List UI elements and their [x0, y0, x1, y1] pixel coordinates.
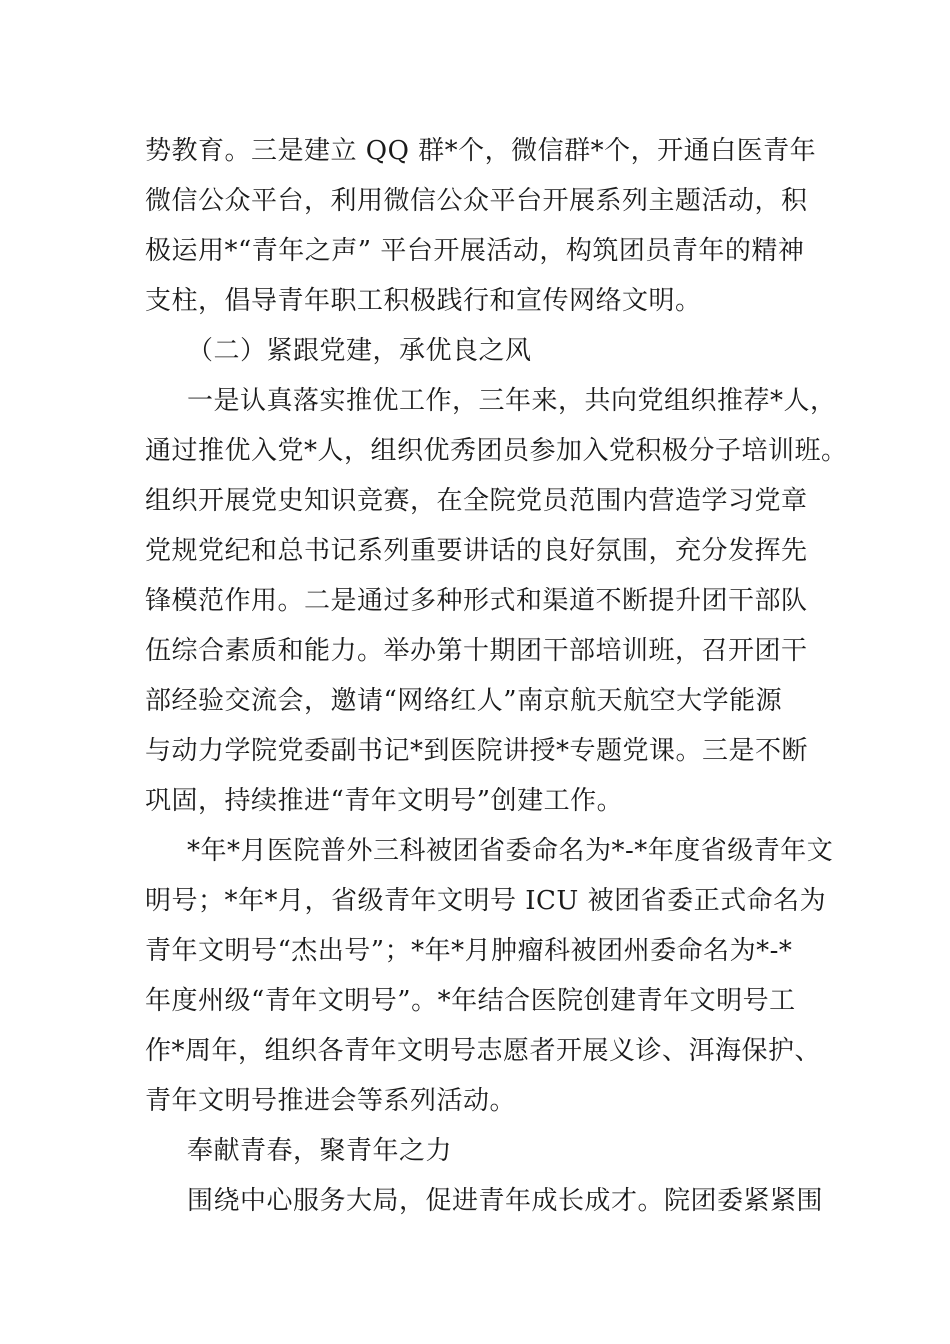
text-line: 支柱，倡导青年职工积极践行和宣传网络文明。 [145, 286, 702, 316]
text-line: 微信公众平台，利用微信公众平台开展系列主题活动，积 [145, 186, 808, 216]
text-line: 部经验交流会，邀请“网络红人”南京航天航空大学能源 [145, 686, 783, 716]
text-line: 伍综合素质和能力。举办第十期团干部培训班，召开团干 [145, 636, 808, 666]
text-line: 围绕中心服务大局，促进青年成长成才。院团委紧紧围 [187, 1186, 824, 1216]
text-line: 党规党纪和总书记系列重要讲话的良好氛围，充分发挥先 [145, 536, 808, 566]
text-line: 巩固，持续推进“青年文明号”创建工作。 [145, 786, 624, 816]
text-line: 与动力学院党委副书记*到医院讲授*专题党课。三是不断 [145, 736, 809, 766]
text-line: 势教育。三是建立 QQ 群*个，微信群*个，开通白医青年 [145, 136, 817, 166]
text-line: 明号；*年*月，省级青年文明号 ICU 被团省委正式命名为 [145, 886, 827, 916]
text-line: 锋模范作用。二是通过多种形式和渠道不断提升团干部队 [145, 586, 808, 616]
section-heading: （二）紧跟党建，承优良之风 [187, 336, 532, 366]
text-line: 年度州级“青年文明号”。*年结合医院创建青年文明号工 [145, 986, 796, 1016]
text-line: 青年文明号推进会等系列活动。 [145, 1086, 517, 1116]
text-line: 组织开展党史知识竞赛，在全院党员范围内营造学习党章 [145, 486, 808, 516]
text-line: 通过推优入党*人，组织优秀团员参加入党积极分子培训班。 [145, 436, 848, 466]
text-line: 作*周年，组织各青年文明号志愿者开展义诊、洱海保护、 [145, 1036, 822, 1066]
text-line: 青年文明号“杰出号”；*年*月肿瘤科被团州委命名为*-* [145, 936, 793, 966]
section-heading: 奉献青春，聚青年之力 [187, 1136, 453, 1166]
text-line: *年*月医院普外三科被团省委命名为*-*年度省级青年文 [187, 836, 834, 866]
text-line: 极运用*“青年之声” 平台开展活动，构筑团员青年的精神 [145, 236, 805, 266]
text-line: 一是认真落实推优工作，三年来，共向党组织推荐*人， [187, 386, 837, 416]
